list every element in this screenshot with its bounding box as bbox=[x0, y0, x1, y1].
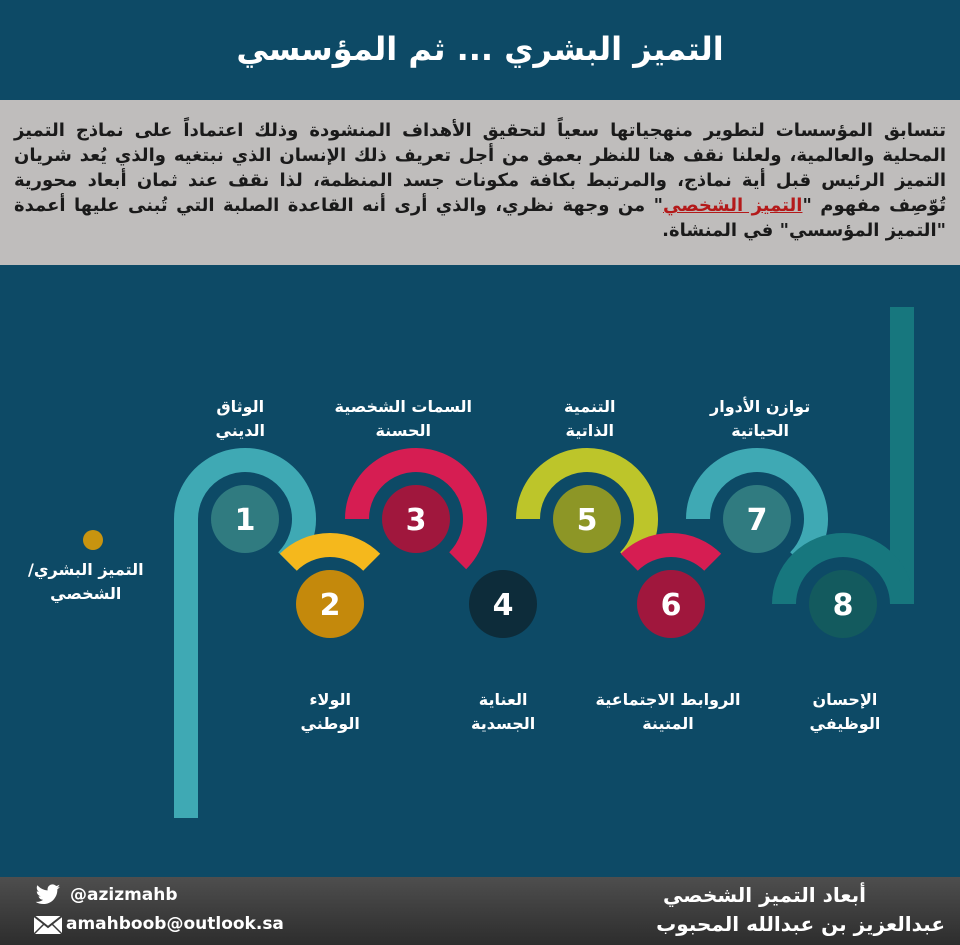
title-bar bbox=[0, 0, 960, 100]
step-label-8-line: الإحسان bbox=[812, 690, 878, 709]
step-label-5 bbox=[564, 395, 616, 443]
step-label-8-line: الوظيفي bbox=[809, 714, 881, 733]
step-label-2-line: الوطني bbox=[300, 714, 360, 733]
step-number-4: 4 bbox=[492, 588, 514, 623]
footer bbox=[0, 877, 960, 945]
dimensions-diagram bbox=[0, 265, 960, 877]
step-label-3-line: السمات الشخصية bbox=[334, 397, 472, 416]
step-number-8: 8 bbox=[832, 588, 854, 623]
step-label-3 bbox=[335, 395, 472, 443]
step-arc-6 bbox=[629, 545, 712, 562]
step-label-5-line: الذاتية bbox=[565, 421, 614, 440]
footer-subtitle: أبعاد التميز الشخصي bbox=[663, 883, 866, 907]
intro-highlight: التميز الشخصي bbox=[662, 195, 803, 216]
intro-text-part2: " من وجهة نظري، والذي أرى أنه القاعدة الصلبة التي تُبنى عليها أعمدة "التميز المؤسسي" في المنشاة. bbox=[14, 195, 946, 241]
step-label-4-line: الجسدية bbox=[471, 714, 536, 733]
intro-paragraph bbox=[0, 100, 960, 265]
step-label-6-line: المتينة bbox=[642, 714, 694, 733]
step-label-2-line: الولاء bbox=[309, 690, 351, 709]
step-label-5-line: التنمية bbox=[564, 397, 616, 416]
step-number-7: 7 bbox=[746, 503, 768, 538]
step-label-7-line: الحياتية bbox=[731, 421, 790, 440]
step-arc-2 bbox=[288, 545, 371, 562]
root-label bbox=[28, 558, 144, 606]
step-label-8 bbox=[810, 688, 881, 736]
step-label-4 bbox=[471, 688, 535, 736]
intro-text-part1: تتسابق المؤسسات لتطوير منهجياتها سعياً لتحقيق الأهداف المنشودة وذلك اعتماداً على نماذج التميز المحلية والعالمية، ولعلنا نقف هنا للنظر بعمق من أجل تعريف ذلك الإنسان الذي نبتغيه والذي يُعد شريان التميز الرئيس قبل أية نماذج، والمرتبط بكافة مكونات جسد المنظمة، لذا نقف عند ثمان أبعاد محورية تُوّصِف مفهوم " bbox=[14, 120, 947, 216]
step-number-6: 6 bbox=[660, 588, 682, 623]
step-label-1-line: الوثاق bbox=[216, 397, 265, 416]
step-label-6 bbox=[596, 688, 741, 736]
step-label-1-line: الديني bbox=[215, 421, 265, 440]
step-number-5: 5 bbox=[576, 503, 598, 538]
step-label-6-line: الروابط الاجتماعية bbox=[595, 690, 741, 709]
step-number-1: 1 bbox=[234, 503, 256, 538]
email-icon bbox=[33, 915, 63, 935]
twitter-handle[interactable]: @azizmahb bbox=[70, 885, 178, 905]
step-label-7 bbox=[710, 395, 810, 443]
page-title: التميز البشري ... ثم المؤسسي bbox=[236, 30, 724, 68]
email-address[interactable]: amahboob@outlook.sa bbox=[66, 914, 284, 934]
step-label-7-line: توازن الأدوار bbox=[710, 397, 811, 416]
step-label-1 bbox=[216, 395, 265, 443]
root-dot bbox=[83, 530, 103, 550]
dimensions-path-svg bbox=[0, 265, 960, 877]
step-label-4-line: العناية bbox=[478, 690, 528, 709]
root-label-line: الشخصي bbox=[50, 584, 122, 603]
step-number-2: 2 bbox=[319, 588, 341, 623]
footer-author: عبدالعزيز بن عبدالله المحبوب bbox=[656, 912, 945, 936]
step-number-3: 3 bbox=[405, 503, 427, 538]
step-label-3-line: الحسنة bbox=[375, 421, 431, 440]
step-label-2 bbox=[301, 688, 360, 736]
twitter-icon bbox=[34, 884, 62, 906]
root-label-line: التميز البشري/ bbox=[28, 560, 144, 579]
